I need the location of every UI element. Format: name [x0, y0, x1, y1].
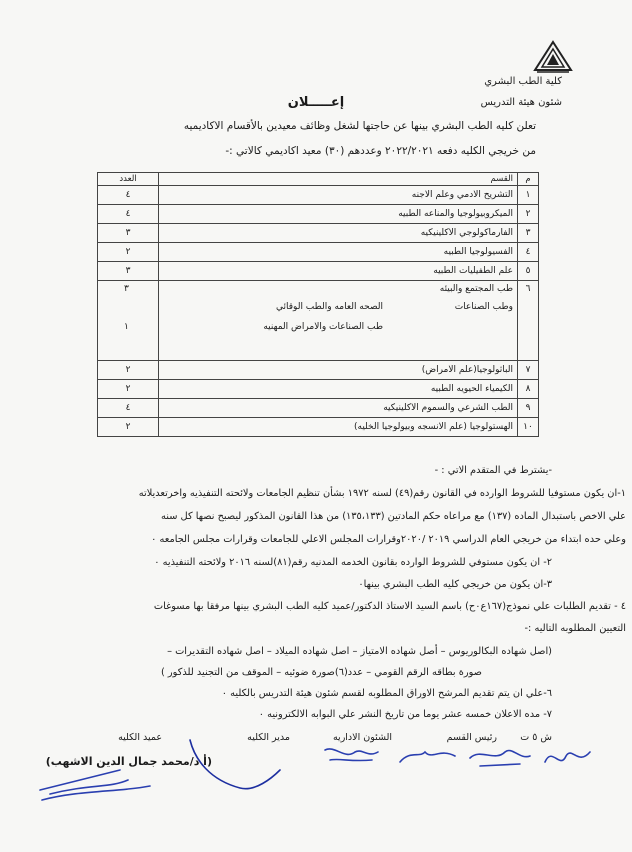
condition-line: ٤ - تقديم الطلبات علي نموذج(١٦٧ع٠ح) باسم السيد الاستاذ الدكتور/عميد كليه الطب البشري بينها مرفقا بها مسوغات — [153, 601, 626, 612]
row-dept: الباثولوجيا(علم الامراض) — [159, 361, 518, 380]
merged-dept-line-1: طب المجتمع والبيئه — [439, 284, 513, 294]
positions-table — [97, 172, 539, 437]
row-dept: الكيمياء الحيويه الطبيه — [159, 380, 518, 399]
row-num: ١٠ — [518, 418, 539, 437]
row-count: ٣ — [98, 224, 159, 243]
condition-line: ١-ان يكون مستوفيا للشروط الوارده في القانون رقم(٤٩) لسنه ١٩٧٢ بشأن تنظيم الجامعات ولائحته التنفيذيه واخرتعديلاته — [138, 488, 626, 499]
condition-line: ٧- مده الاعلان خمسه عشر يوما من تاريخ النشر علي البوابه الالكترونيه ٠ — [258, 709, 552, 720]
row-num: ٥ — [518, 262, 539, 281]
row-count-merged — [98, 281, 159, 361]
row-dept: الميكروبيولوجيا والمناعه الطبيه — [159, 205, 518, 224]
table-row — [98, 186, 539, 205]
faculty-logo-icon — [533, 40, 573, 74]
merged-sub-1: الصحه العامه والطب الوقائي — [276, 302, 383, 312]
table-row-merged — [98, 281, 539, 361]
header-count: العدد — [98, 173, 159, 186]
row-count: ٢ — [98, 243, 159, 262]
department-name: شئون هيئة التدريس — [480, 97, 562, 108]
header-dept: القسم — [159, 173, 518, 186]
row-dept: الفارماكولوجي الاكلينيكيه — [159, 224, 518, 243]
page-title: إعـــــلان — [287, 95, 345, 110]
table-row — [98, 361, 539, 380]
merged-count-1: ٣ — [124, 284, 129, 294]
table-row — [98, 224, 539, 243]
faculty-name: كلية الطب البشري — [484, 76, 562, 87]
conditions-intro: -يشترط في المتقدم الاتي : - — [434, 465, 552, 476]
row-count: ٢ — [98, 361, 159, 380]
condition-line: (اصل شهاده البكالوريوس – أصل شهاده الامتياز – اصل شهاده الميلاد – اصل شهاده التقديرات – — [167, 646, 552, 657]
table-header-row — [98, 173, 539, 186]
condition-line: علي الاخص باستبدال الماده (١٣٧) مع مراعاه حكم المادتين (١٣٥،١٣٣) من هذا القانون المذكور ليصبح نصها كل سنه — [161, 511, 626, 522]
condition-line: ٢- ان يكون مستوفي للشروط الوارده بقانون الخدمه المدنيه رقم(٨١)لسنه ٢٠١٦ ولائحته التنفيذيه ٠ — [154, 557, 552, 568]
table-row — [98, 418, 539, 437]
table-row — [98, 380, 539, 399]
row-num: ٦ — [518, 281, 539, 361]
signature-label-head: رئيس القسم — [446, 732, 497, 743]
row-count: ٤ — [98, 399, 159, 418]
row-num: ١ — [518, 186, 539, 205]
row-count: ٢ — [98, 380, 159, 399]
row-count: ٤ — [98, 186, 159, 205]
merged-count-2: ١ — [124, 322, 129, 332]
row-dept: الفسيولوجيا الطبيه — [159, 243, 518, 262]
signature-label-admin: الشئون الاداريه — [332, 732, 392, 743]
row-count: ٣ — [98, 262, 159, 281]
condition-line: ٣-ان يكون من خريجي كليه الطب البشري بينها٠ — [358, 579, 552, 590]
table-row — [98, 243, 539, 262]
row-num: ٨ — [518, 380, 539, 399]
row-dept-merged — [159, 281, 518, 361]
condition-line: التعيين المطلوبه التاليه :- — [524, 623, 626, 634]
merged-sub-2: طب الصناعات والامراض المهنيه — [263, 322, 383, 332]
row-count: ٤ — [98, 205, 159, 224]
row-num: ٩ — [518, 399, 539, 418]
condition-line: صورة بطاقه الرقم القومي – عدد(٦)صورة ضوئيه – الموقف من التجنيد للذكور ) — [160, 667, 482, 678]
table-row — [98, 262, 539, 281]
signature-label-dean: عميد الكليه — [118, 732, 162, 743]
row-dept: الهستولوجيا (علم الانسجه وبيولوجيا الخليه) — [159, 418, 518, 437]
signature-label-director: مدير الكليه — [247, 732, 290, 743]
intro-line-2: من خريجي الكليه دفعه ٢٠٢٢/٢٠٢١ وعددهم (٣٠) معيد اكاديمي كالاتي :- — [225, 145, 536, 157]
header-num: م — [518, 173, 539, 186]
row-dept: الطب الشرعي والسموم الاكلينيكيه — [159, 399, 518, 418]
row-dept: علم الطفيليات الطبيه — [159, 262, 518, 281]
table-row — [98, 205, 539, 224]
intro-line-1: تعلن كليه الطب البشري بينها عن حاجتها لشغل وظائف معيدين بالأقسام الاكاديميه — [183, 120, 536, 132]
condition-line: ٦-علي ان يتم تقديم المرشح الاوراق المطلوبه لقسم شئون هيئة التدريس بالكليه ٠ — [221, 688, 552, 699]
row-dept: التشريح الادمي وعلم الاجنه — [159, 186, 518, 205]
handwritten-signatures — [0, 700, 632, 810]
row-num: ٧ — [518, 361, 539, 380]
condition-line: وعلي حده ابتداء من خريجي العام الدراسي ٢٠١٩ /٢٠٢٠وقرارات المجلس الاعلي للجامعات وقرارات مجلس الجامعه ٠ — [151, 534, 626, 545]
row-count: ٢ — [98, 418, 159, 437]
table-row — [98, 399, 539, 418]
dean-name: (أ د/محمد جمال الدين الاشهب) — [45, 755, 212, 768]
signature-label-office: ش ٥ ت — [520, 732, 552, 743]
row-num: ٢ — [518, 205, 539, 224]
row-num: ٤ — [518, 243, 539, 262]
row-num: ٣ — [518, 224, 539, 243]
merged-dept-line-2: وطب الصناعات — [454, 302, 513, 312]
